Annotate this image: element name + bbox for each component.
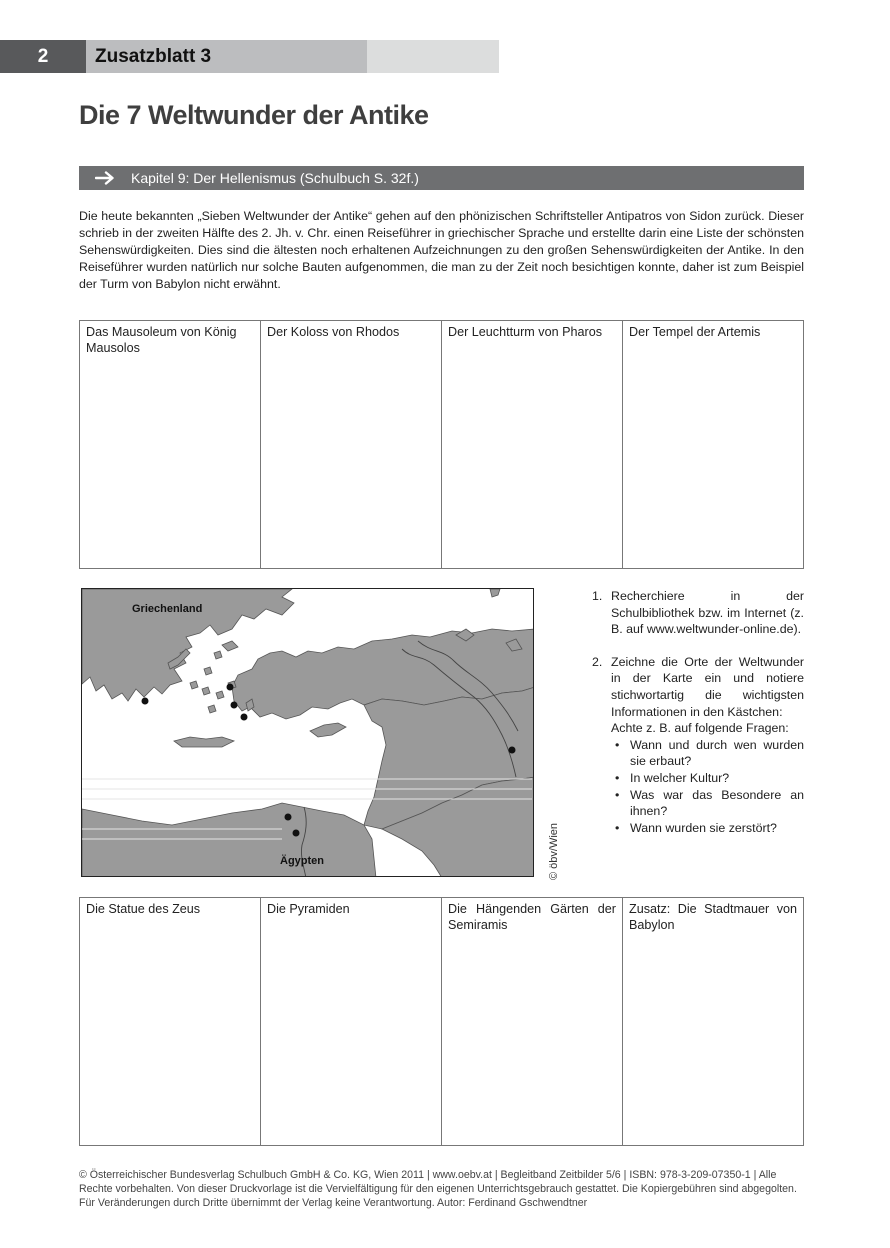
header-decoration [367,40,499,73]
wonder-box-gardens[interactable] [442,898,623,1146]
map-label-egypt: Ägypten [280,855,324,867]
task-item [592,654,804,837]
question-list [611,737,804,837]
task-subtext: Achte z. B. auf folgende Fragen: [611,721,789,736]
marker-colossus[interactable] [241,714,248,721]
wonder-box-zeus[interactable] [80,898,261,1146]
wonder-box-label: Die Hängenden Gärten der Semiramis [448,902,616,932]
chapter-label: Kapitel 9: Der Hellenismus (Schulbuch S. 32f.) [131,170,419,186]
page-title: Die 7 Weltwunder der Antike [79,100,429,130]
page-number: 2 [0,40,86,73]
marker-pharos[interactable] [285,814,292,821]
wonder-box-colossus[interactable] [261,321,442,569]
map[interactable] [81,588,534,877]
wonder-box-mausoleum[interactable] [80,321,261,569]
task-number: 1. [592,589,603,603]
wonder-box-artemis[interactable] [623,321,804,569]
task-text: Zeichne die Orte der Weltwunder in der Karte ein und notiere stichwortartig die wichtigsten Informationen in den Kästchen: [611,654,804,719]
wonder-box-label: Der Koloss von Rhodos [267,325,400,339]
wonder-box-pyramids[interactable] [261,898,442,1146]
map-credit: © öbv/Wien [548,822,560,880]
wonder-box-label: Das Mausoleum von König Mausolos [86,325,237,355]
question-item: • In welcher Kultur? [615,770,730,785]
question-item: • Wann und durch wen wurden sie erbaut? [615,737,804,769]
wonder-box-label: Der Tempel der Artemis [629,325,761,339]
task-text: Recherchiere in der Schulbibliothek bzw. im Internet (z. B. auf www.weltwunder-online.de). [611,589,804,637]
sheet-label: Zusatzblatt 3 [86,40,367,73]
chapter-bar [79,166,804,190]
marker-artemis[interactable] [227,684,234,691]
wonder-box-label: Die Statue des Zeus [86,902,201,916]
question-item: • Wann wurden sie zerstört? [615,820,777,835]
marker-mausoleum[interactable] [231,702,238,709]
question-item: • Was war das Besondere an ihnen? [615,787,804,819]
wonder-box-label: Die Pyramiden [267,902,350,916]
land-mass [82,589,534,877]
wonder-box-label: Zusatz: Die Stadtmauer von Babylon [629,902,797,932]
marker-pyramids[interactable] [293,830,300,837]
wonder-box-label: Der Leuchtturm von Pharos [448,325,602,339]
marker-zeus[interactable] [142,698,149,705]
task-list [592,588,804,852]
arrow-right-icon [79,171,131,185]
map-label-greece: Griechenland [132,603,203,615]
wonder-box-babylon-wall[interactable] [623,898,804,1146]
task-item [592,588,804,638]
marker-babylon[interactable] [509,747,516,754]
intro-text: Die heute bekannten „Sieben Weltwunder der Antike“ gehen auf den phönizischen Schriftsteller Antipatros von Sidon zurück. Dieser schrieb in der zweiten Hälfte des 2. Jh. v. Chr. einen Reiseführer in griechischer Sprache und erstellte darin eine Liste der schönsten Sehenswürdigkeiten. Dies sind die ältesten noch erhaltenen Aufzeichnungen zu den großen Sehenswürdigkeiten der Antike. In den Reiseführer wurden natürlich nur solche Bauten aufgenommen, die man zu der Zeit noch besichtigen konnte, daher ist zum Beispiel der Turm von Babylon nicht erwähnt. [79,209,805,291]
map-drawing [82,589,534,877]
wonders-table-bottom [79,897,804,1146]
wonders-table-top [79,320,804,569]
footer-copyright: © Österreichischer Bundesverlag Schulbuch GmbH & Co. KG, Wien 2011 | www.oebv.at | Begleitband Zeitbilder 5/6 | ISBN: 978-3-209-07350-1 | Alle Rechte vorbehalten. Von dieser Druckvorlage ist die Vervielfältigung für den eigenen Unterrichtsgebrauch gestattet. Die Kopiergebühren sind abgegolten. Für Veränderungen durch Dritte übernimmt der Verlag keine Verantwortung. Autor: Ferdinand Gschwendtner [79,1169,797,1209]
wonder-box-lighthouse[interactable] [442,321,623,569]
task-number: 2. [592,654,603,669]
